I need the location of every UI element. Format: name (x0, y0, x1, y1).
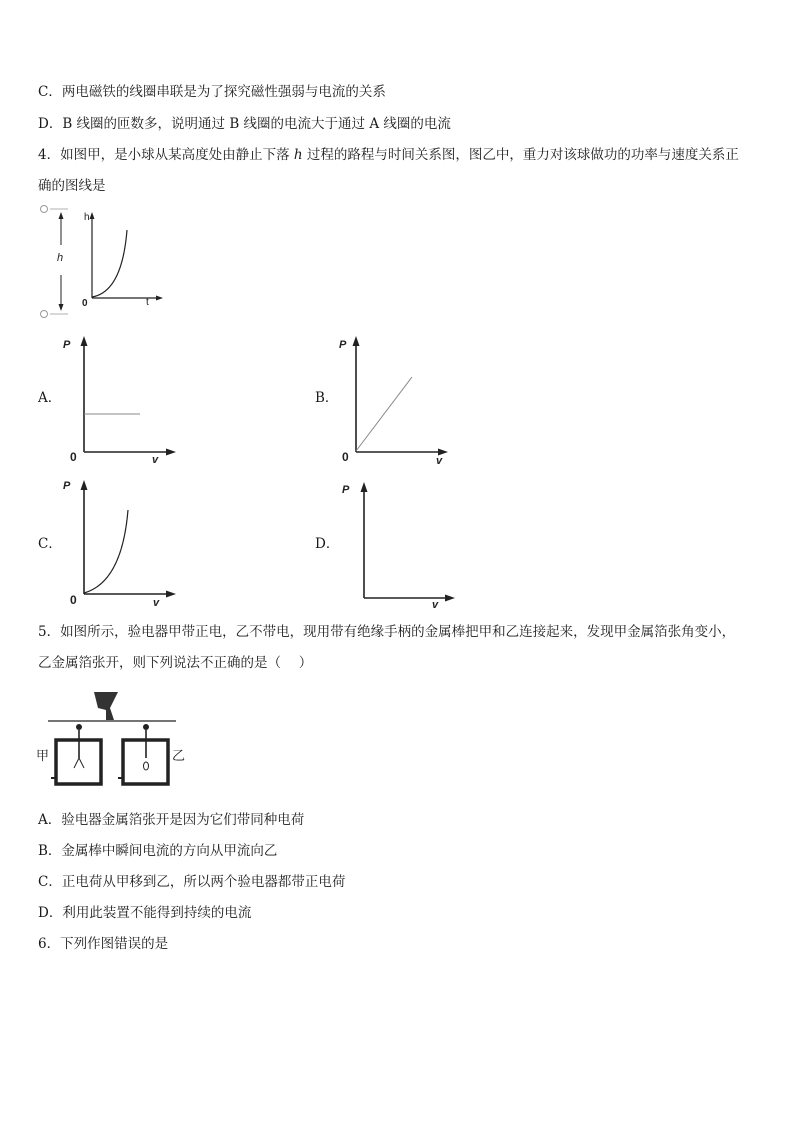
graph-a-y-label: P (63, 339, 71, 351)
graph-c-y-label: P (63, 480, 71, 492)
ball-top-icon (41, 206, 48, 213)
jia-x-axis-label: t (146, 297, 149, 308)
graph-b-x-label: v (436, 455, 443, 467)
graph-a-x-label: v (152, 454, 159, 466)
graph-b-line (356, 377, 412, 451)
q4-graph-b (332, 330, 452, 465)
h-arrow-label: h (57, 252, 64, 264)
graph-a-origin: 0 (70, 450, 77, 464)
q6-stem: 6．下列作图错误的是 (38, 936, 169, 952)
jia-origin-label: 0 (82, 298, 88, 309)
graph-c-curve (84, 510, 128, 593)
q4-option-c-label: C． (38, 536, 62, 552)
ball-bottom-icon (41, 311, 48, 318)
graph-c-origin: 0 (70, 593, 77, 607)
q5-stem-line2: 乙金属箔张开，则下列说法不正确的是（ ） (38, 655, 313, 671)
graph-c-x-label: v (153, 597, 160, 609)
q4-option-a-label: A． (38, 390, 62, 406)
h-t-curve (92, 230, 127, 297)
q4-stem-pre: 4．如图甲，是小球从某高度处由静止下落 (38, 147, 294, 163)
q3-option-c: C．两电磁铁的线圈串联是为了探究磁性强弱与电流的关系 (38, 84, 386, 100)
q3-option-d: D．B 线圈的匝数多，说明通过 B 线圈的电流大于通过 A 线圈的电流 (38, 116, 451, 132)
graph-b-origin: 0 (342, 450, 349, 464)
jia-y-axis-label: h (84, 212, 90, 223)
q4-stem-post: 过程的路程与时间关系图，图乙中，重力对该球做功的功率与速度关系正 (302, 147, 739, 163)
electroscope-jia-label: 甲 (36, 748, 50, 763)
electroscope-yi-label: 乙 (172, 748, 186, 763)
electroscope-jia (51, 724, 101, 784)
graph-d-x-label: v (432, 599, 439, 611)
graph-d-y-label: P (342, 484, 350, 496)
insulating-handle-icon (94, 692, 118, 720)
q5-option-a: A．验电器金属箔张开是因为它们带同种电荷 (38, 812, 305, 828)
q5-option-b: B．金属棒中瞬间电流的方向从甲流向乙 (38, 843, 278, 859)
q4-option-b-label: B． (315, 390, 339, 406)
q5-electroscope-figure (34, 688, 194, 798)
q5-option-d: D．利用此装置不能得到持续的电流 (38, 905, 252, 921)
q4-stem-line2: 确的图线是 (38, 178, 106, 194)
q4-figure-jia (30, 200, 170, 325)
q4-stem-var: h (293, 147, 303, 163)
q4-graph-d (332, 474, 462, 609)
graph-b-y-label: P (339, 339, 347, 351)
q4-graph-a (60, 330, 180, 465)
q4-option-d-label: D． (315, 536, 340, 552)
q4-graph-c (60, 474, 180, 609)
electroscope-yi (118, 724, 168, 784)
q5-stem-line1: 5．如图所示，验电器甲带正电，乙不带电，现用带有绝缘手柄的金属棒把甲和乙连接起来，发现甲金属箔张角变小， (38, 624, 736, 640)
q5-option-c: C．正电荷从甲移到乙，所以两个验电器都带正电荷 (38, 874, 346, 890)
q4-stem-line1 (38, 146, 739, 164)
